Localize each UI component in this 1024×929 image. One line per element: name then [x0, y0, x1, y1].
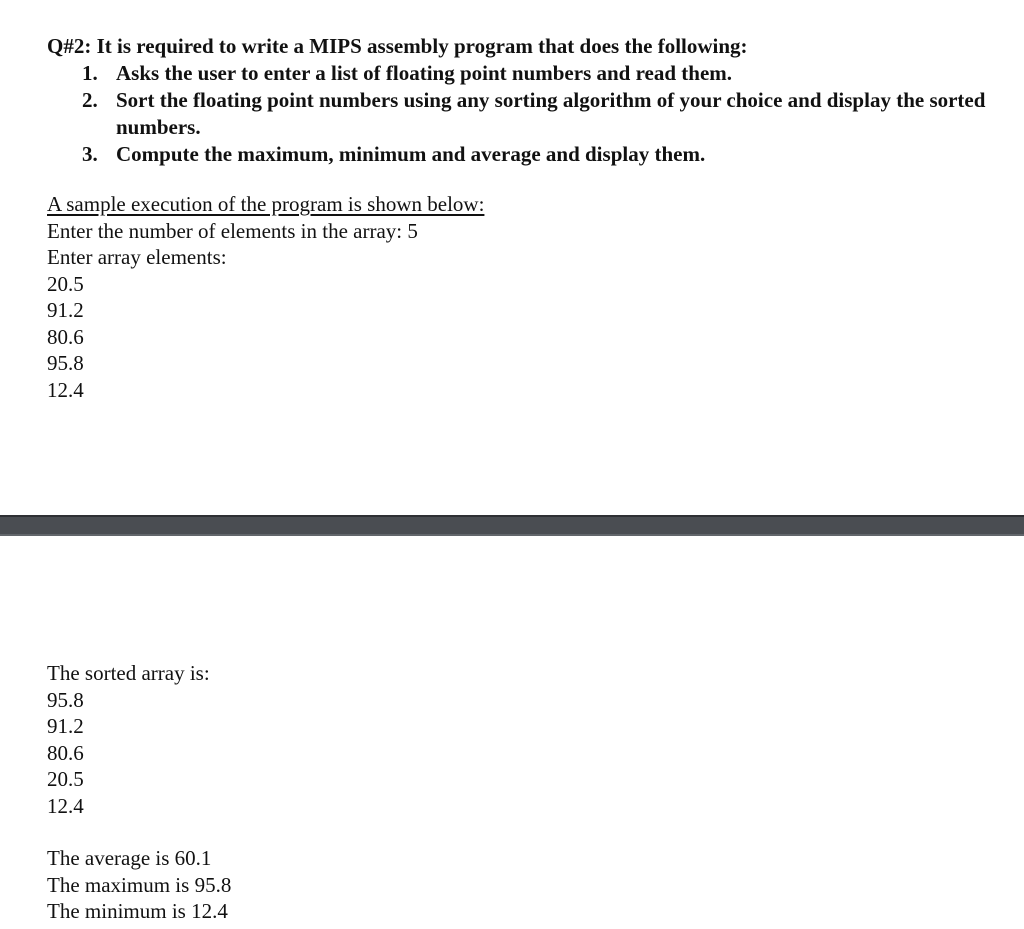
sorted-value: 95.8 — [47, 687, 84, 712]
requirement-number: 3. — [82, 142, 98, 166]
input-value: 80.6 — [47, 324, 84, 349]
sorted-output — [47, 660, 210, 819]
sorted-value: 91.2 — [47, 714, 84, 738]
average-line: The average is 60.1 — [47, 846, 212, 870]
question-block — [47, 33, 987, 168]
maximum-line: The maximum is 95.8 — [47, 872, 232, 897]
sample-execution — [47, 191, 484, 403]
statistics-output — [47, 845, 231, 925]
prompt-count: Enter the number of elements in the array: 5 — [47, 218, 418, 243]
page-divider — [0, 515, 1024, 536]
requirement-text: Sort the floating point numbers using any sorting algorithm of your choice and display the sorted numbers. — [116, 88, 986, 139]
requirement-item — [82, 141, 987, 168]
input-value: 91.2 — [47, 298, 84, 322]
requirement-text: Asks the user to enter a list of floating point numbers and read them. — [116, 61, 733, 85]
requirement-text: Compute the maximum, minimum and average and display them. — [116, 142, 706, 166]
requirement-number: 2. — [82, 88, 98, 112]
prompt-elements: Enter array elements: — [47, 245, 227, 269]
minimum-line: The minimum is 12.4 — [47, 899, 228, 923]
requirement-item — [82, 60, 987, 87]
requirement-item — [82, 87, 987, 141]
input-value: 12.4 — [47, 377, 84, 402]
sorted-label: The sorted array is: — [47, 661, 210, 685]
requirements-list — [47, 60, 987, 168]
sorted-value: 20.5 — [47, 767, 84, 791]
input-value: 20.5 — [47, 271, 84, 296]
sample-intro: A sample execution of the program is shown below: — [47, 192, 485, 216]
question-heading: Q#2: It is required to write a MIPS assembly program that does the following: — [47, 34, 748, 58]
sorted-value: 12.4 — [47, 793, 84, 818]
requirement-number: 1. — [82, 61, 98, 85]
input-value: 95.8 — [47, 351, 84, 375]
sorted-value: 80.6 — [47, 740, 84, 765]
cropped-previous-line — [0, 0, 46, 6]
